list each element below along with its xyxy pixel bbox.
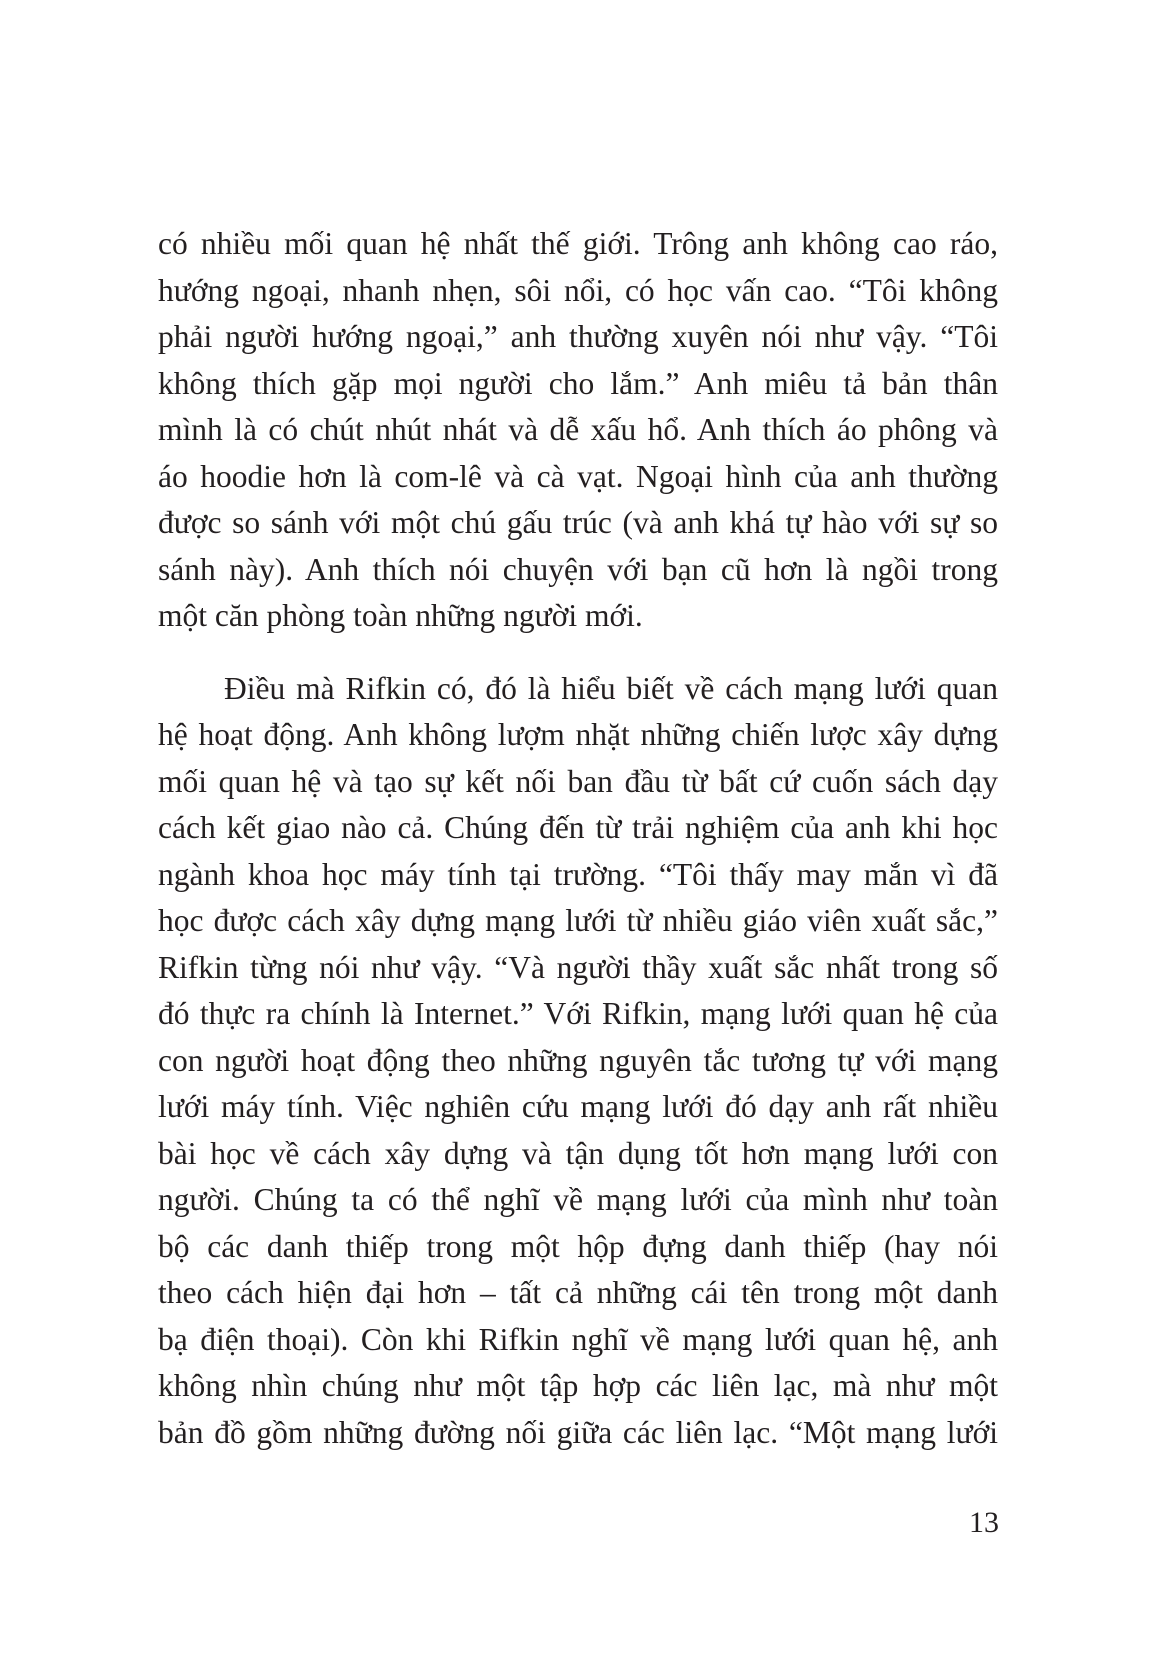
text-line: bài học về cách xây dựng và tận dụng tốt hơn mạng lưới con [158, 1135, 998, 1171]
text-line: không nhìn chúng như một tập hợp các liên lạc, mà như một [158, 1368, 998, 1403]
text-line: có nhiều mối quan hệ nhất thế giới. Trông anh không cao ráo, [158, 226, 998, 261]
text-line: hệ hoạt động. Anh không lượm nhặt những chiến lược xây dựng [158, 717, 998, 752]
text-line: con người hoạt động theo những nguyên tắc tương tự với mạng [158, 1042, 998, 1078]
text-line: người. Chúng ta có thể nghĩ về mạng lưới của mình như toàn [158, 1182, 998, 1217]
text-line: một căn phòng toàn những người mới. [158, 598, 643, 633]
text-line: hướng ngoại, nhanh nhẹn, sôi nổi, có học vấn cao. “Tôi không [158, 272, 998, 308]
paragraph-2 [158, 666, 998, 1457]
text-line: cách kết giao nào cả. Chúng đến từ trải nghiệm của anh khi học [158, 810, 998, 845]
text-line: ngành khoa học máy tính tại trường. “Tôi thấy may mắn vì đã [158, 856, 998, 892]
text-line: sánh này). Anh thích nói chuyện với bạn cũ hơn là ngồi trong [158, 551, 998, 587]
paragraph-1 [158, 221, 998, 640]
text-line: đó thực ra chính là Internet.” Với Rifkin, mạng lưới quan hệ của [158, 996, 998, 1031]
text-line: Điều mà Rifkin có, đó là hiểu biết về cách mạng lưới quan [224, 670, 998, 706]
text-line: bản đồ gồm những đường nối giữa các liên lạc. “Một mạng lưới [158, 1414, 998, 1450]
body-text [158, 221, 998, 1456]
text-line: bạ điện thoại). Còn khi Rifkin nghĩ về mạng lưới quan hệ, anh [158, 1321, 998, 1357]
text-line: Rifkin từng nói như vậy. “Và người thầy xuất sắc nhất trong số [158, 949, 998, 985]
text-line: mình là có chút nhút nhát và dễ xấu hổ. Anh thích áo phông và [158, 412, 998, 447]
text-line: bộ các danh thiếp trong một hộp đựng danh thiếp (hay nói [158, 1228, 998, 1264]
text-line: theo cách hiện đại hơn – tất cả những cái tên trong một danh [158, 1275, 998, 1310]
text-line: không thích gặp mọi người cho lắm.” Anh miêu tả bản thân [158, 365, 998, 401]
text-line: áo hoodie hơn là com-lê và cà vạt. Ngoại hình của anh thường [158, 458, 998, 494]
text-line: mối quan hệ và tạo sự kết nối ban đầu từ bất cứ cuốn sách dạy [158, 763, 998, 799]
text-line: lưới máy tính. Việc nghiên cứu mạng lưới đó dạy anh rất nhiều [158, 1089, 998, 1124]
text-line: phải người hướng ngoại,” anh thường xuyên nói như vậy. “Tôi [158, 319, 998, 354]
page-number: 13 [969, 1506, 999, 1539]
text-line: được so sánh với một chú gấu trúc (và anh khá tự hào với sự so [158, 505, 998, 540]
text-line: học được cách xây dựng mạng lưới từ nhiều giáo viên xuất sắc,” [158, 903, 998, 938]
